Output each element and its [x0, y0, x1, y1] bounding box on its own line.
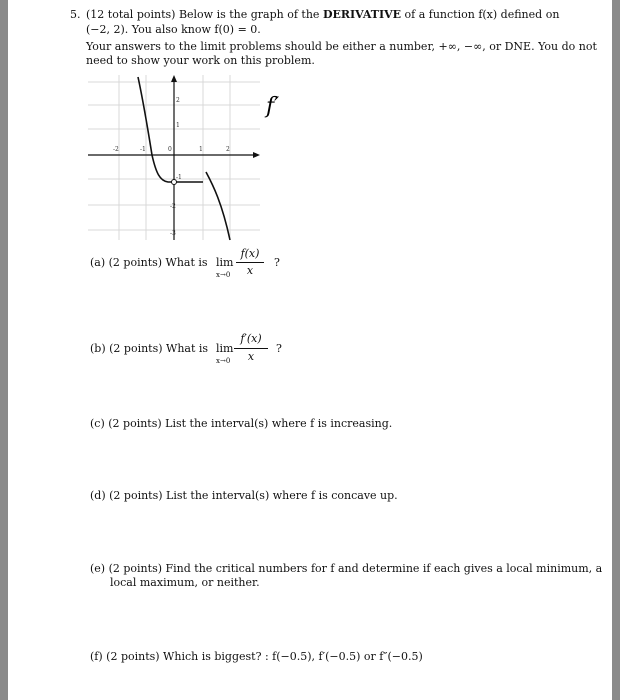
y-axis-arrow	[171, 75, 177, 82]
y-tick-label: -3	[170, 230, 176, 237]
question-b-lim-sub: x→0	[216, 357, 231, 365]
y-tick-label: -1	[176, 174, 182, 181]
y-tick-label: 2	[176, 97, 180, 104]
x-tick-label: -2	[113, 146, 119, 153]
question-a-denominator: x	[246, 264, 254, 277]
worksheet-page	[8, 0, 612, 700]
question-b-fraction-bar	[234, 348, 268, 349]
curve-label: f′	[266, 94, 280, 119]
question-a-lim-sub: x→0	[216, 271, 231, 279]
question-e-line1: (e) (2 points) Find the critical numbers for f and determine if each gives a local minimum, a	[90, 562, 603, 575]
problem-statement-line2: (−2, 2). You also know f(0) = 0.	[86, 23, 261, 36]
question-b-lim: lim	[216, 342, 234, 355]
question-a-fraction-bar	[236, 262, 264, 263]
x-tick-label: 0	[168, 146, 172, 153]
x-tick-label: -1	[140, 146, 146, 153]
question-e-line2: local maximum, or neither.	[110, 576, 260, 589]
derivative-graph	[88, 75, 308, 250]
y-tick-label: 1	[176, 122, 180, 129]
y-tick-label: -2	[170, 203, 176, 210]
instructions-line1: Your answers to the limit problems should be either a number, +∞, −∞, or DNE. You do not	[86, 40, 597, 53]
problem-number: 5.	[70, 8, 81, 21]
open-circle-at-zero	[172, 180, 177, 185]
x-tick-label: 2	[226, 146, 230, 153]
question-f: (f) (2 points) Which is biggest? : f(−0.5), f′(−0.5) or f″(−0.5)	[90, 650, 423, 663]
question-c: (c) (2 points) List the interval(s) where f is increasing.	[90, 417, 393, 430]
question-a-end: ?	[274, 256, 280, 269]
problem-statement-line1: (12 total points) Below is the graph of the DERIVATIVE of a function f(x) defined on	[86, 8, 560, 21]
instructions-line2: need to show your work on this problem.	[86, 54, 315, 67]
question-a-numerator: f(x)	[240, 247, 260, 260]
question-b: (b) (2 points) What is	[90, 342, 209, 355]
question-a: (a) (2 points) What is	[90, 256, 208, 269]
x-tick-label: 1	[199, 146, 203, 153]
x-axis-arrow	[253, 152, 260, 158]
question-a-lim: lim	[216, 256, 234, 269]
question-b-end: ?	[276, 342, 282, 355]
question-b-denominator: x	[247, 350, 255, 363]
question-b-numerator: f′(x)	[240, 332, 262, 345]
question-d: (d) (2 points) List the interval(s) where f is concave up.	[90, 489, 398, 502]
